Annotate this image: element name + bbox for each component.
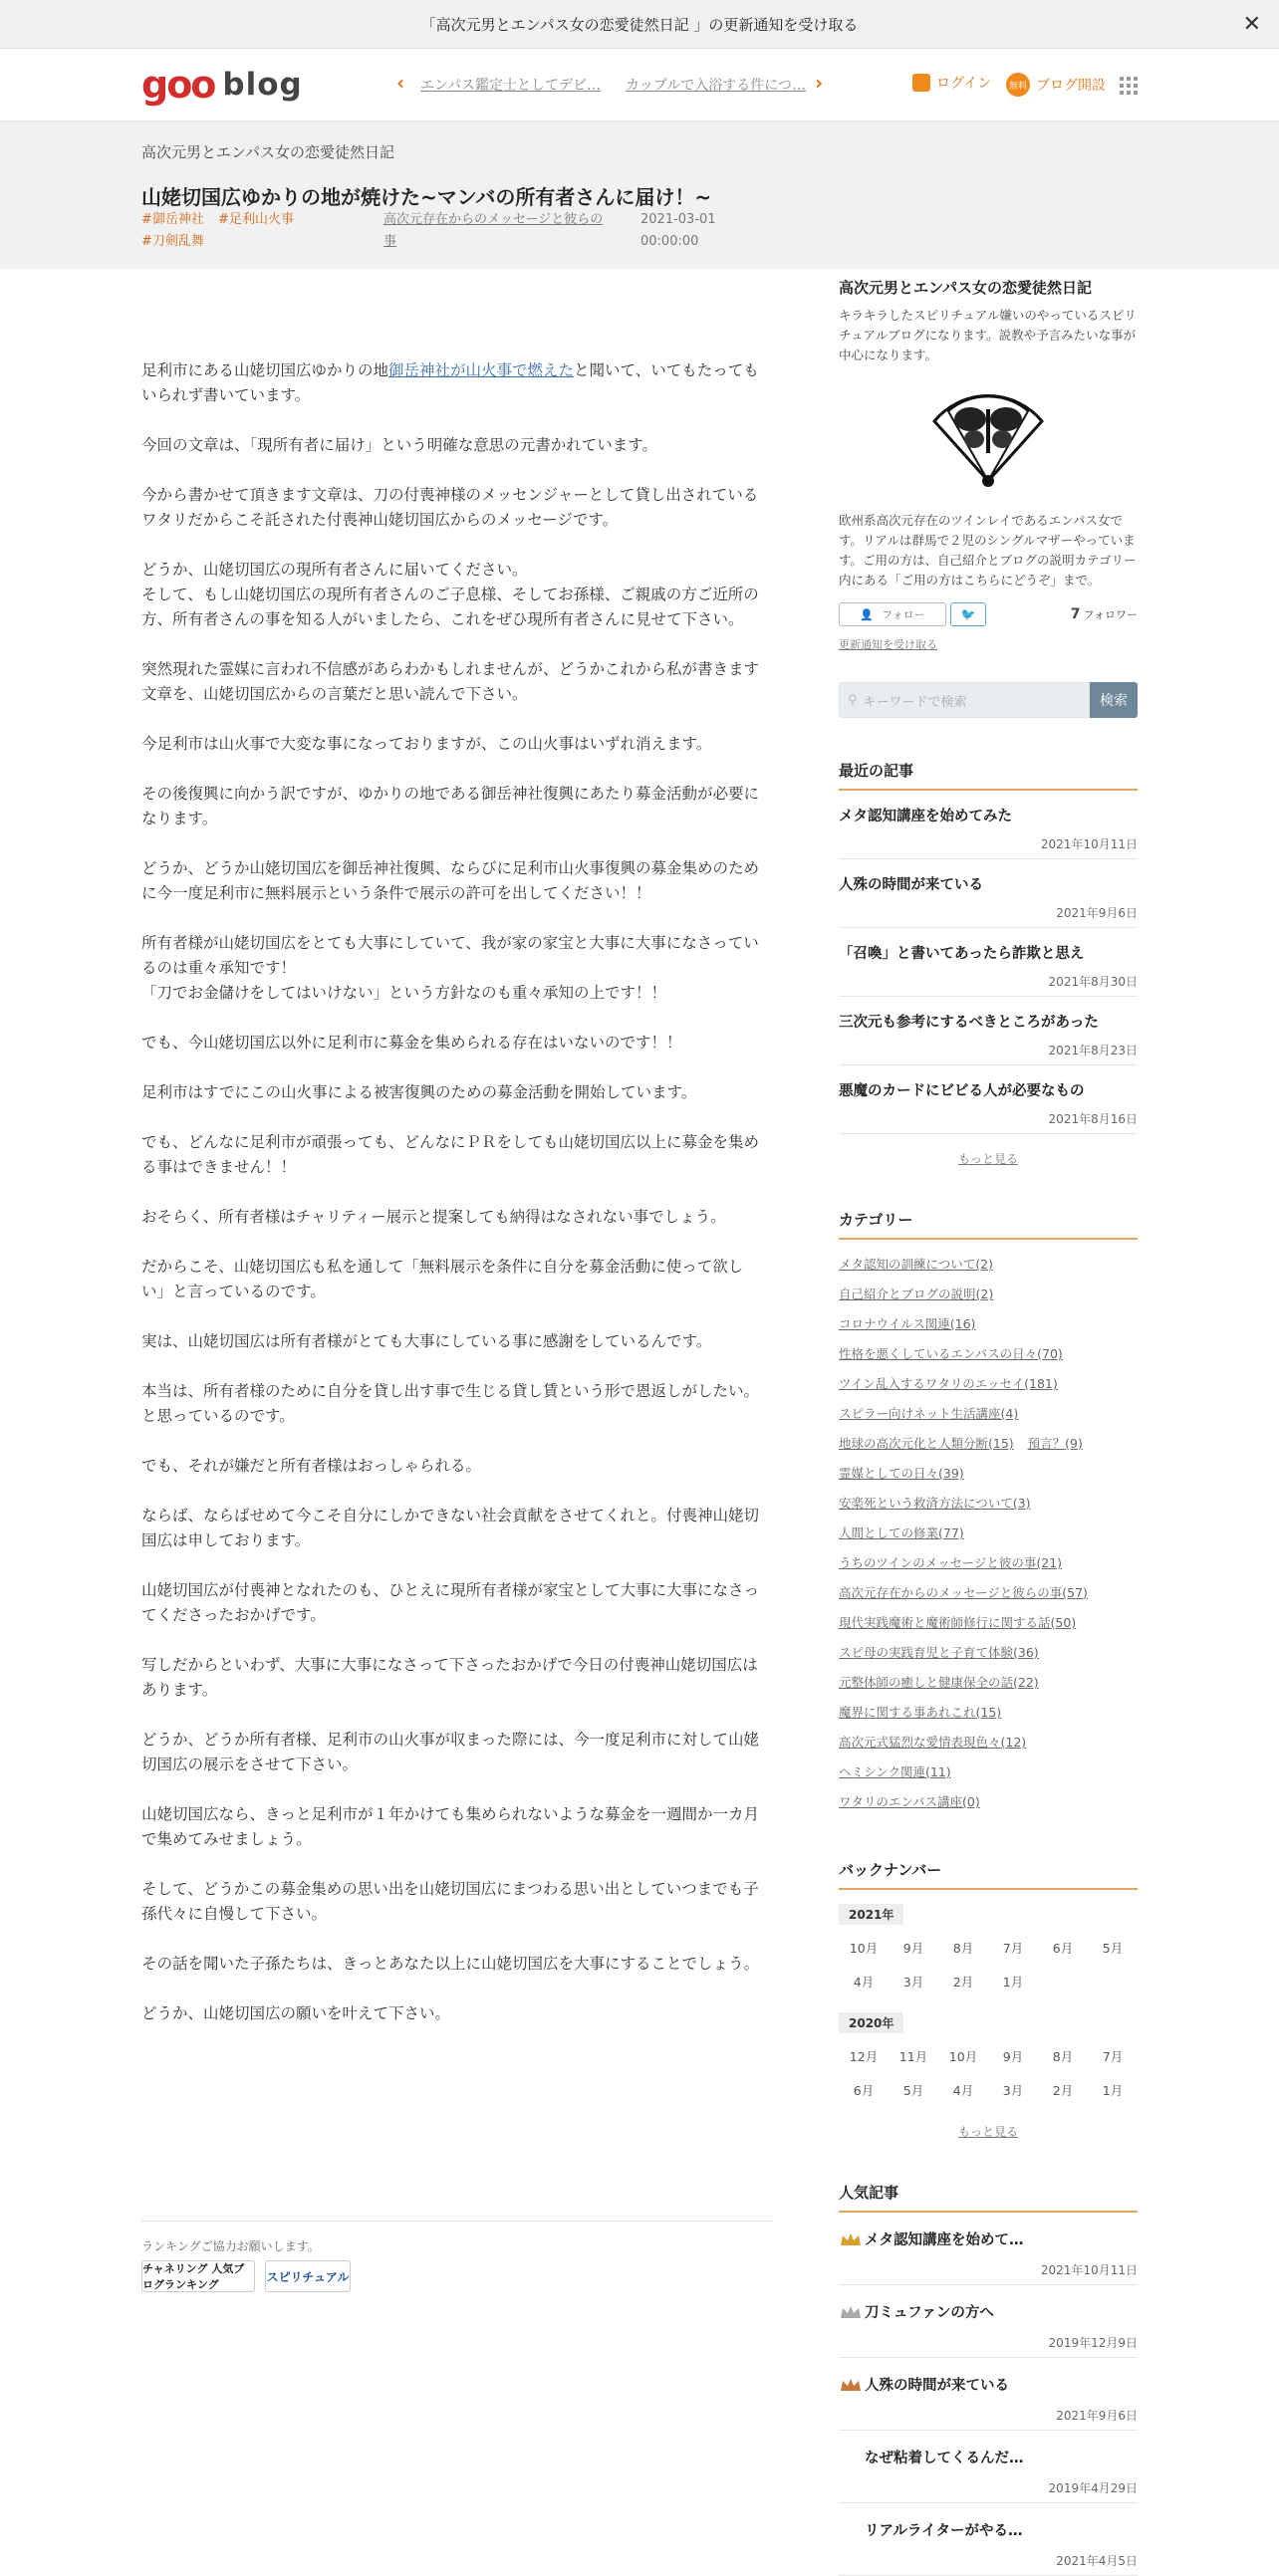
article-paragraph: 突然現れた霊媒に言われ不信感があらわかもしれませんが、どうかこれから私が書きます文章を、山姥切国広からの言葉だと思い読んで下さい。 [141,660,760,703]
recent-articles-title: 最近の記事 [839,760,1138,791]
butterfly-fan-icon [926,381,1050,491]
free-badge-icon: 無料 [1006,73,1030,97]
recent-article-item[interactable] [839,1065,1138,1134]
article-paragraph: その後復興に向かう訳ですが、ゆかりの地である御岳神社復興にあたり募金活動が必要になります。 [141,785,760,827]
popular-article-title[interactable]: 刀ミュファンの方へ [865,2305,994,2321]
category-link[interactable]: 地球の高次元化と人類分断(15) [839,1436,1014,1451]
backnumber-month-link[interactable]: 10月 [948,2049,978,2064]
search-button[interactable]: 検索 [1090,682,1138,718]
category-row [839,1519,1138,1548]
backnumber-more-link[interactable]: もっと見る [957,2125,1018,2139]
category-row [839,1578,1138,1608]
category-row [839,1459,1138,1489]
crown-icon [839,2231,863,2247]
category-link[interactable]: 人間としての修業(77) [839,1525,964,1540]
next-post-link[interactable]: カップルで入浴する件につ… [626,78,807,94]
backnumber-month-link[interactable]: 9月 [902,1941,924,1956]
goo-blog-logo[interactable]: goo blog [141,63,303,107]
backnumber-month-link[interactable]: 2月 [952,1975,974,1990]
category-link[interactable]: 魔界に関する事あれこれ(15) [839,1705,1002,1720]
post-tags [141,209,311,253]
backnumber-month-link[interactable]: 5月 [1102,1941,1124,1956]
channeling-ranking-button[interactable]: チャネリング 人気ブログランキング [141,2260,255,2292]
article-paragraph: 山姥切国広が付喪神となれたのも、ひとえに現所有者様が家宝として大事に大事になさってくださったおかげです。 [141,1581,760,1624]
backnumber-month-link[interactable]: 1月 [1002,1975,1024,1990]
backnumber-month-link[interactable]: 4月 [952,2083,974,2098]
shrine-fire-link[interactable]: 御岳神社が山火事で燃えた [388,361,575,379]
category-link[interactable]: 高次元式猛烈な愛情表現色々(12) [839,1735,1027,1750]
search-input[interactable]: ⚲ キーワードで検索 [839,682,1090,718]
backnumber-month-link[interactable]: 2月 [1052,2083,1074,2098]
category-row [839,1489,1138,1519]
user-icon: 👤 [860,607,875,621]
article-paragraph: 足利市にある山姥切国広ゆかりの地御岳神社が山火事で燃えたと聞いて、いてもたってもいられず書いています。 [141,361,759,404]
backnumber-month-link[interactable]: 1月 [1102,2083,1124,2098]
backnumber-month-link[interactable]: 4月 [853,1975,875,1990]
category-link[interactable]: ワタリのエンパス講座(0) [839,1794,980,1809]
popular-article-date: 2019年12月9日 [1048,2336,1138,2350]
popular-articles-title: 人気記事 [839,2182,1138,2213]
search-icon: ⚲ [848,692,858,708]
lock-icon [912,74,930,92]
tag-link[interactable]: #御岳神社 [141,212,204,227]
backnumber-month-link[interactable]: 12月 [849,2049,879,2064]
notification-text[interactable]: 「高次元男とエンパス女の恋愛徒然日記 」の更新通知を受け取る [420,15,859,34]
popular-articles-list [839,2213,1138,2576]
recent-article-title[interactable]: 三次元も参考にするべきところがあった [839,1015,1099,1031]
popular-article-date: 2021年10月11日 [1040,2263,1138,2277]
recent-article-item[interactable] [839,997,1138,1065]
twitter-icon: 🐦 [960,607,976,621]
popular-article-item[interactable] [839,2503,1138,2576]
popular-article-title[interactable]: メタ認知講座を始めて… [865,2232,1024,2248]
category-link[interactable]: 霊媒としての日々(39) [839,1466,964,1481]
category-row [839,1399,1138,1429]
recent-article-date: 2021年10月11日 [1040,837,1138,851]
backnumber-months [839,2039,1138,2107]
popular-article-item[interactable] [839,2431,1138,2503]
backnumber-list [839,1890,1138,2107]
category-link[interactable]: スピラー向けネット生活講座(4) [839,1406,1019,1421]
article-paragraph: でも、それが嫌だと所有者様はおっしゃられる。 [141,1457,482,1475]
category-row [839,1728,1138,1757]
backnumber-month-link[interactable]: 6月 [853,2083,875,2098]
category-link[interactable]: 性格を悪くしているエンパスの日々(70) [839,1346,1063,1361]
popular-article-title[interactable]: なぜ粘着してくるんだ… [865,2451,1024,2466]
recent-article-date: 2021年8月23日 [1048,1044,1138,1057]
close-icon[interactable]: ✕ [1242,12,1261,37]
post-datetime: 2021-03-01 00:00:00 [640,212,716,249]
popular-article-item[interactable] [839,2285,1138,2358]
open-blog-button[interactable]: 無料 ブログ開設 [1006,73,1106,97]
backnumber-year: 2021年 [839,1904,903,1925]
article-paragraph: そして、どうかこの募金集めの思い出を山姥切国広にまつわる思い出としていつまでも子孫代々に自慢して下さい。 [141,1880,759,1923]
post-category-link[interactable]: 高次元存在からのメッセージと彼らの事 [384,212,604,249]
backnumber-month-link[interactable]: 8月 [952,1941,974,1956]
recent-article-title[interactable]: 人殊の時間が来ている [839,877,983,893]
profile-tagline: キラキラしたスピリチュアル嫌いのやっているスピリチュアルブログになります。説教や予言みたいな事が中心になります。 [839,308,1137,362]
article-paragraph: 本当は、所有者様のために自分を貸し出す事で生じる貸し賃という形で恩返しがしたい。と思っているのです。 [141,1382,760,1425]
category-link[interactable]: 高次元存在からのメッセージと彼らの事(57) [839,1585,1088,1600]
category-row [839,1250,1138,1280]
backnumber-month-link[interactable]: 7月 [1002,1941,1024,1956]
popular-article-item[interactable] [839,2358,1138,2431]
backnumber-month-link[interactable]: 6月 [1052,1941,1074,1956]
category-row [839,1369,1138,1399]
category-list [839,1250,1138,1817]
article-paragraph: でも、どんなに足利市が頑張っても、どんなにＰＲをしても山姥切国広以上に募金を集める事はできません！！ [141,1133,760,1176]
chevron-left-icon[interactable]: ‹ [396,71,405,95]
blog-name[interactable]: 高次元男とエンパス女の恋愛徒然日記 [141,143,394,161]
category-link[interactable]: 預言？(9) [1027,1436,1083,1451]
category-row [839,1698,1138,1728]
popular-article-date: 2019年4月29日 [1048,2481,1138,2495]
recent-more-link[interactable]: もっと見る [957,1152,1018,1166]
popular-article-date: 2021年4月5日 [1056,2554,1138,2568]
follow-button[interactable]: 👤 フォロー [839,602,946,626]
article-paragraph: どうか、山姥切国広の願いを叶えて下さい。 [141,2004,451,2022]
category-link[interactable]: 自己紹介とブログの説明(2) [839,1287,994,1301]
category-row [839,1757,1138,1787]
category-row [839,1429,1138,1459]
article-paragraph: その話を聞いた子孫たちは、きっとあなた以上に山姥切国広を大事にすることでしょう。 [141,1955,760,1973]
category-row [839,1339,1138,1369]
category-row [839,1668,1138,1698]
search-form [839,682,1138,718]
article-paragraph: でも、今山姥切国広以外に足利市に募金を集められる存在はいないのです！！ [141,1034,682,1052]
backnumber-year: 2020年 [839,2012,903,2033]
recent-articles-list [839,791,1138,1134]
category-link[interactable]: 安楽死という救済方法について(3) [839,1496,1031,1511]
category-link[interactable]: 元整体師の癒しと健康保全の話(22) [839,1675,1039,1690]
post-title: 山姥切国広ゆかりの地が焼けた~マンバの所有者さんに届け！~ [141,185,712,209]
update-notification-bar[interactable] [0,0,1279,49]
profile-title[interactable]: 高次元男とエンパス女の恋愛徒然日記 [839,279,1092,297]
category-link[interactable]: ツイン乱入するワタリのエッセイ(181) [839,1376,1058,1391]
category-row [839,1309,1138,1339]
recent-article-item[interactable] [839,859,1138,928]
article-paragraph: 写しだからといわず、大事に大事になさって下さったおかげで今日の付喪神山姥切国広はあります。 [141,1656,758,1699]
recent-article-title[interactable]: メタ認知講座を始めてみた [839,809,1012,824]
backnumber-month-link[interactable]: 3月 [902,1975,924,1990]
backnumber-month-link[interactable]: 5月 [902,2083,924,2098]
backnumber-month-link[interactable]: 10月 [849,1941,879,1956]
category-link[interactable]: メタ認知の訓練について(2) [839,1257,993,1272]
category-link[interactable]: 現代実践魔術と魔術師修行に関する話(50) [839,1615,1077,1630]
crown-icon [839,2304,863,2320]
backnumber-month-link[interactable]: 11月 [898,2049,928,2064]
backnumber-title: バックナンバー [839,1859,1138,1890]
category-row [839,1787,1138,1817]
article-paragraph: 今回の文章は、「現所有者に届け」という明確な意思の元書かれています。 [141,436,658,454]
article-paragraph: 所有者様が山姥切国広をとても大事にしていて、我が家の家宝と大事に大事になさっているのは重々承知です！ 「刀でお金儲けをしてはいけない」という方針なのも重々承知の上です！！ [141,934,759,1002]
popular-article-date: 2021年9月6日 [1056,2409,1138,2423]
login-button[interactable]: ログイン [912,73,991,93]
recent-article-date: 2021年8月30日 [1048,975,1138,989]
article-paragraph: どうか、山姥切国広の現所有者さんに届いてください。 そして、もし山姥切国広の現所有者さんのご子息様、そしてお孫様、ご親戚の方ご近所の方、所有者さんの事を知る人がいましたら、これをぜひ現所有者さんに見せて下さい。 [141,561,759,628]
tag-link[interactable]: #足利山火事 [218,212,294,227]
article-paragraph: だからこそ、山姥切国広も私を通して「無料展示を条件に自分を募金活動に使って欲しい」と言っているのです。 [141,1258,744,1300]
popular-article-item[interactable] [839,2213,1138,2285]
recent-article-title[interactable]: 「召喚」と書いてあったら詐欺と思え [839,946,1085,962]
category-row [839,1608,1138,1638]
category-row [839,1280,1138,1309]
backnumber-month-link[interactable]: 8月 [1052,2049,1074,2064]
spiritual-ranking-button[interactable]: スピリチュアル [265,2260,351,2292]
category-link[interactable]: ヘミシンク関連(11) [839,1764,951,1779]
backnumber-month-link[interactable]: 7月 [1102,2049,1124,2064]
article-paragraph: おそらく、所有者様はチャリティー展示と提案しても納得はなされない事でしょう。 [141,1208,726,1226]
article-paragraph: 山姥切国広なら、きっと足利市が１年かけても集められないような募金を一週間か一カ月で集めてみせましょう。 [141,1805,760,1848]
profile-avatar [839,381,1138,491]
prev-post-link[interactable]: エンパス鑑定士としてデビ… [420,78,602,94]
article-paragraph: 今足利市は山火事で大変な事になっておりますが、この山火事はいずれ消えます。 [141,735,712,753]
chevron-right-icon[interactable]: › [815,71,824,95]
site-header [0,49,1279,121]
follower-count: 7 フォロワー [1070,606,1138,622]
article-paragraph: どうか、どうか所有者様、足利市の山火事が収まった際には、今一度足利市に対して山姥切国広の展示をさせて下さい。 [141,1731,760,1773]
recent-article-date: 2021年9月6日 [1056,906,1138,920]
article-body [141,358,764,2051]
article-paragraph: 実は、山姥切国広は所有者様がとても大事にしている事に感謝をしているんです。 [141,1332,712,1350]
article-paragraph: 足利市はすでにこの山火事による被害復興のための募金活動を開始しています。 [141,1083,697,1101]
article-paragraph: ならば、ならばせめて今こそ自分にしかできない社会貢献をさせてくれと。付喪神山姥切国広は申しております。 [141,1507,760,1549]
popular-article-title[interactable]: リアルライターがやる… [865,2523,1023,2539]
article-paragraph: 今から書かせて頂きます文章は、刀の付喪神様のメッセンジャーとして貸し出されているワタリだからこそ託された付喪神山姥切国広からのメッセージです。 [141,486,759,529]
sidebar [839,277,1138,2576]
backnumber-months [839,1931,1138,1998]
tag-link[interactable]: #刀剣乱舞 [141,234,204,249]
backnumber-month-link[interactable]: 3月 [1002,2083,1024,2098]
recent-article-item[interactable] [839,791,1138,859]
category-link[interactable]: うちのツインのメッセージと彼の事(21) [839,1555,1063,1570]
apps-grid-icon[interactable] [1120,77,1138,95]
category-link[interactable]: スピ母の実践育児と子育て体験(36) [839,1645,1039,1660]
update-notify-link[interactable]: 更新通知を受け取る [839,638,937,651]
ranking-box [141,2221,774,2292]
category-link[interactable]: コロナウイルス関連(16) [839,1316,976,1331]
twitter-share-button[interactable] [950,602,986,626]
backnumber-month-link[interactable]: 9月 [1002,2049,1024,2064]
crown-icon [839,2377,863,2393]
article-paragraphs [141,433,764,2026]
category-title: カテゴリー [839,1209,1138,1240]
article-paragraph: どうか、どうか山姥切国広を御岳神社復興、ならびに足利市山火事復興の募金集めのために今一度足利市に無料展示という条件で展示の許可を出してください！！ [141,859,760,902]
recent-article-date: 2021年8月16日 [1048,1112,1138,1126]
post-title-area [0,121,1279,269]
category-row [839,1638,1138,1668]
recent-article-title[interactable]: 悪魔のカードにビビる人が必要なもの [839,1083,1085,1099]
ranking-caption: ランキングご協力お願いします。 [141,2239,320,2253]
popular-article-title[interactable]: 人殊の時間が来ている [865,2378,1009,2394]
recent-article-item[interactable] [839,928,1138,997]
profile-description: 欧州系高次元存在のツインレイであるエンパス女です。リアルは群馬で２児のシングルマザーやっています。ご用の方は、自己紹介とブログの説明カテゴリー内にある「ご用の方はこちらにどうぞ」まで。 [839,513,1137,587]
category-row [839,1548,1138,1578]
